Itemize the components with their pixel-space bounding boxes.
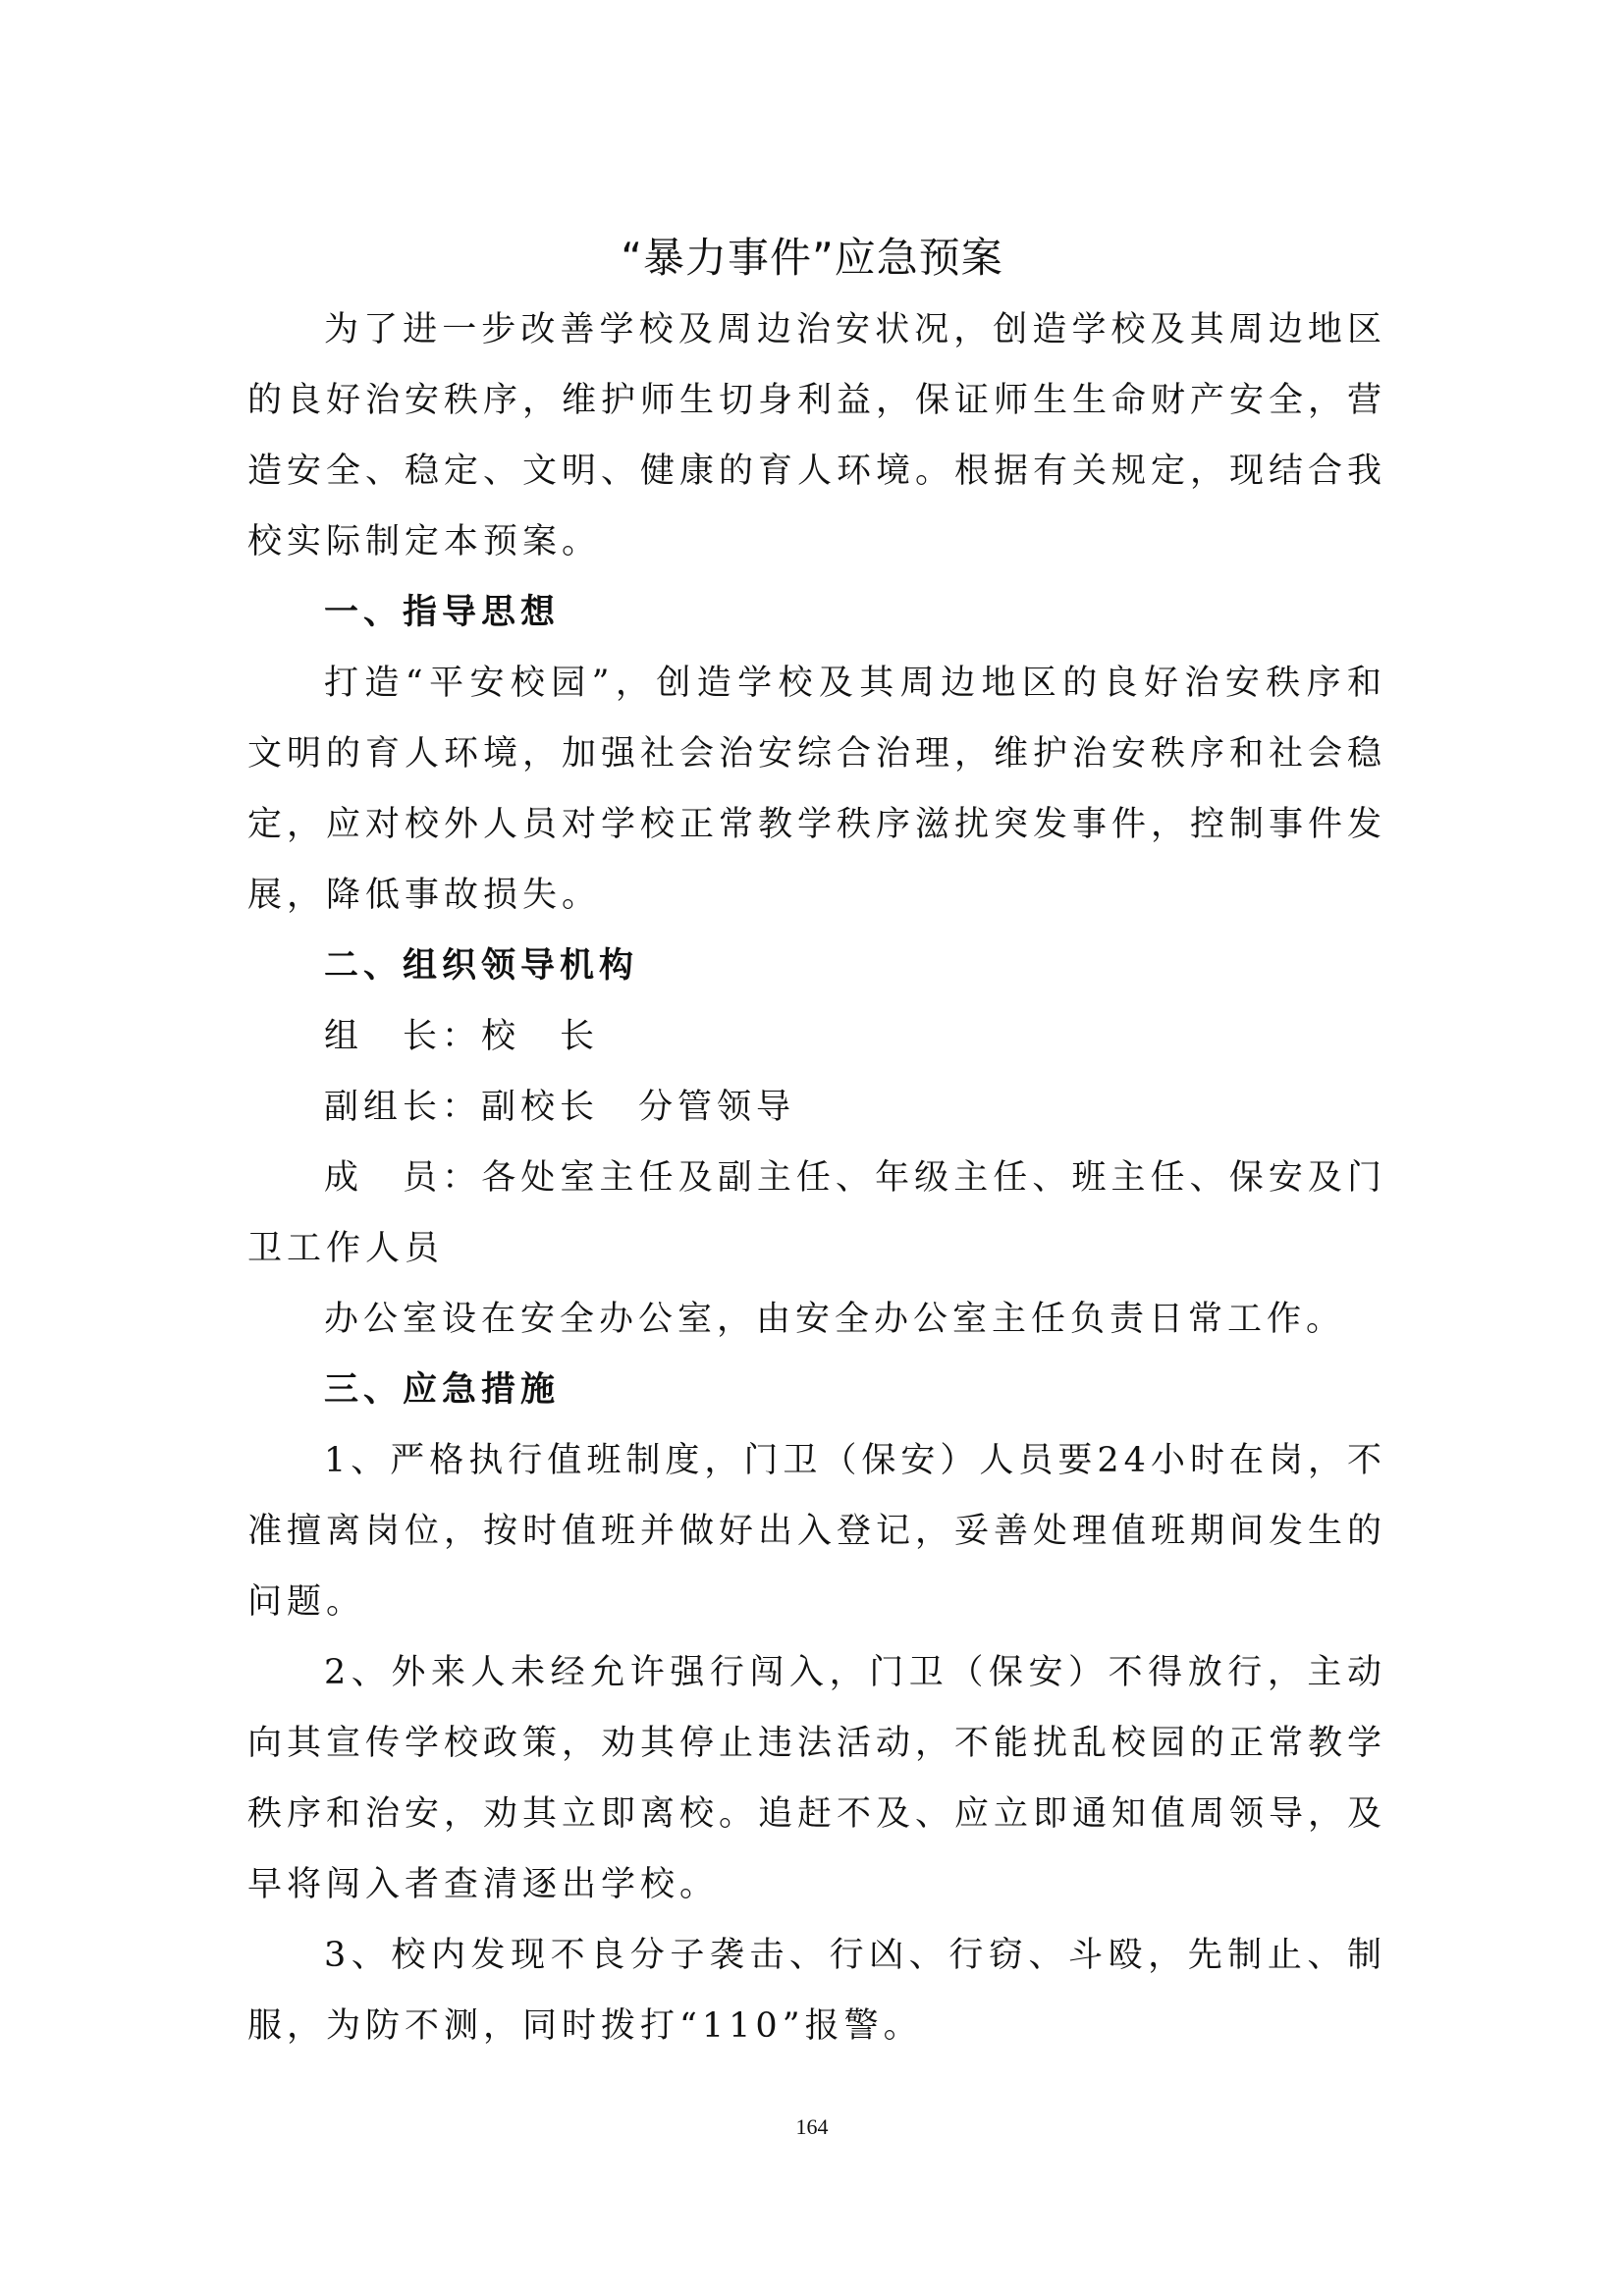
page-title: “暴力事件”应急预案 xyxy=(621,234,1003,283)
section-heading-organization: 二、组织领导机构 xyxy=(324,946,639,986)
section-heading-emergency-measures: 三、应急措施 xyxy=(324,1370,561,1410)
guiding-principle-paragraph: 打造“平安校园”，创造学校及其周边地区的良好治安秩序和文明的育人环境，加强社会治安综合治理，维护治安秩序和社会稳定，应对校外人员对学校正常教学秩序滋扰突发事件，控制事件发展，降低事故损失。 xyxy=(247,664,1387,915)
office-line: 办公室设在安全办公室，由安全办公室主任负责日常工作。 xyxy=(324,1300,1346,1339)
deputy-leader-line: 副组长：副校长 分管领导 xyxy=(324,1088,796,1127)
group-leader-line: 组 长：校 长 xyxy=(324,1017,600,1056)
page-number: 164 xyxy=(795,2114,829,2139)
section-heading-guiding-principle: 一、指导思想 xyxy=(324,593,561,632)
document-body xyxy=(247,294,1386,2061)
members-line: 成 员：各处室主任及副主任、年级主任、班主任、保安及门卫工作人员 xyxy=(247,1158,1386,1268)
intro-paragraph: 为了进一步改善学校及周边治安状况，创造学校及其周边地区的良好治安秩序，维护师生切身利益，保证师生生命财产安全，营造安全、稳定、文明、健康的育人环境。根据有关规定，现结合我校实际制定本预案。 xyxy=(247,310,1387,561)
measure-item-2: 2、外来人未经允许强行闯入，门卫（保安）不得放行，主动向其宣传学校政策，劝其停止违法活动，不能扰乱校园的正常教学秩序和治安，劝其立即离校。追赶不及、应立即通知值周领导，及早将闯入者查清逐出学校。 xyxy=(247,1653,1387,1904)
measure-item-3: 3、校内发现不良分子袭击、行凶、行窃、斗殴，先制止、制服，为防不测，同时拨打“110”报警。 xyxy=(247,1936,1386,2046)
measure-item-1: 1、严格执行值班制度，门卫（保安）人员要24小时在岗，不准擅离岗位，按时值班并做好出入登记，妥善处理值班期间发生的问题。 xyxy=(247,1441,1387,1622)
